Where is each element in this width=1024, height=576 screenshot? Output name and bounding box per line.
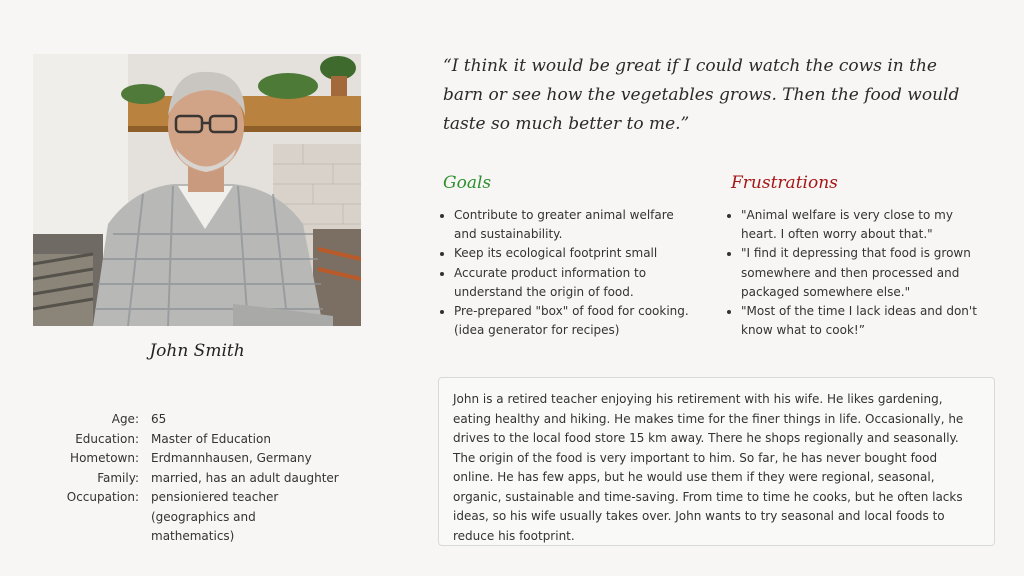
- persona-name: John Smith: [149, 341, 245, 361]
- persona-facts: [33, 410, 341, 547]
- persona-quote: “I think it would be great if I could watch the cows in the barn or see how the vegetables grows. Then the food would taste so much better to me.”: [443, 56, 960, 134]
- fact-value-education: Master of Education: [151, 431, 271, 446]
- fact-label-age: Age:: [111, 412, 139, 426]
- fact-label-hometown: Hometown:: [70, 451, 139, 465]
- persona-photo: [33, 54, 361, 326]
- goal-item: • Pre-prepared "box" of food for cooking. (idea generator for recipes): [454, 302, 694, 340]
- frustration-item: • "Animal welfare is very close to my heart. I often worry about that.": [741, 206, 991, 244]
- fact-value-family: married, has an adult daughter: [151, 470, 339, 485]
- goals-list: [440, 206, 694, 340]
- goal-item: • Accurate product information to understand the origin of food.: [454, 264, 694, 302]
- frustrations-list: [727, 206, 991, 340]
- fact-value-occupation: pensioniered teacher (geographics and mathematics): [151, 490, 279, 543]
- fact-value-age: 65: [151, 412, 167, 426]
- fact-value-hometown: Erdmannhausen, Germany: [151, 451, 312, 465]
- goals-title: Goals: [443, 173, 492, 193]
- goal-item: • Keep its ecological footprint small: [454, 244, 694, 263]
- frustration-item: • "I find it depressing that food is grown somewhere and then processed and packaged somewhere else.": [741, 244, 991, 302]
- fact-label-education: Education:: [75, 431, 139, 446]
- portrait-photo-icon: [33, 54, 361, 326]
- goal-item: • Contribute to greater animal welfare and sustainability.: [454, 206, 694, 244]
- fact-label-occupation: Occupation:: [66, 490, 139, 504]
- frustrations-title: Frustrations: [731, 173, 838, 193]
- fact-label-family: Family:: [97, 470, 139, 485]
- persona-bio: John is a retired teacher enjoying his retirement with his wife. He likes gardening, eating healthy and hiking. He makes time for the finer things in life. Occasionally, he drives to the local food store 15 km away. There he shops regionally and seasonally. The origin of the food is very important to him. So far, he has never bought food online. He has few apps, but he would use them if they were regional, seasonal, organic, sustainable and time-saving. From time to time he cooks, but he often lacks ideas, so his wife usually takes over. John wants to try seasonal and local foods to reduce his footprint.: [438, 377, 995, 546]
- frustration-item: • "Most of the time I lack ideas and don't know what to cook!”: [741, 302, 991, 340]
